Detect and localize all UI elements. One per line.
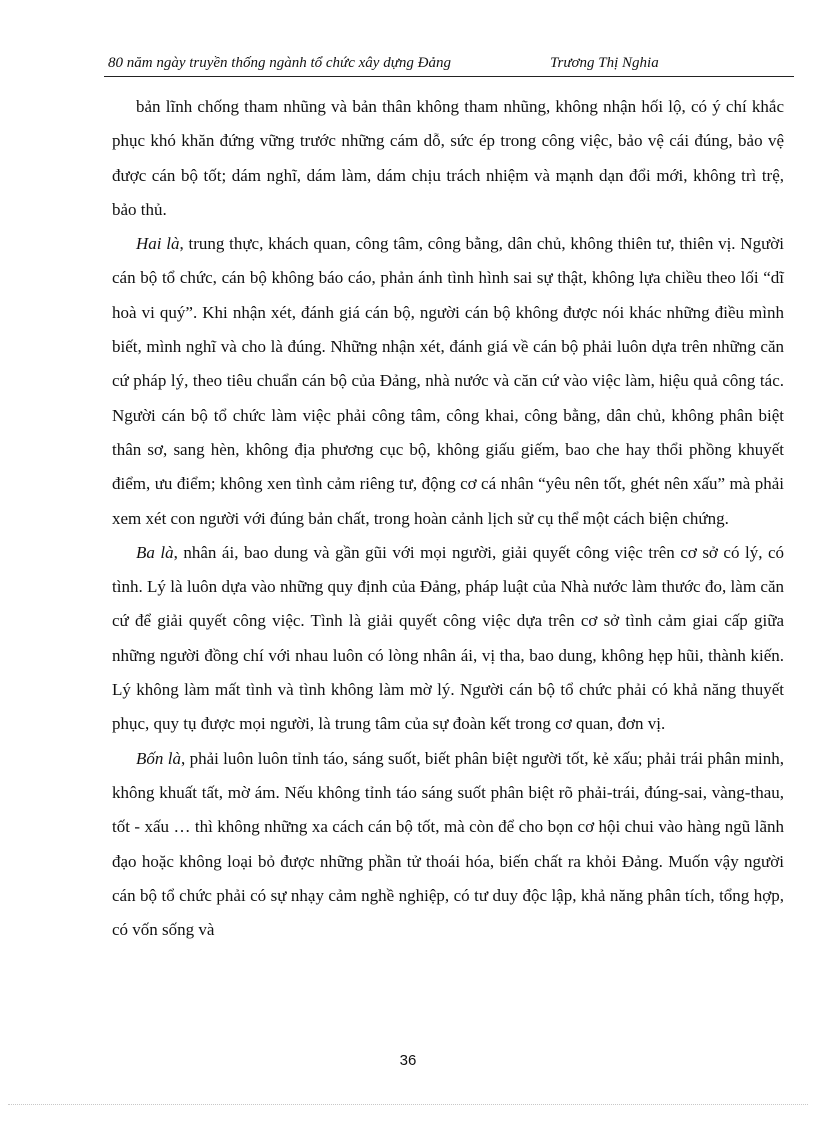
paragraph-lead: Ba là: [136, 542, 174, 562]
paragraph-lead: Bốn là: [136, 748, 181, 768]
page-number: 36: [399, 1052, 417, 1069]
paragraph-lead: Hai là: [136, 234, 180, 254]
paragraph: [112, 227, 784, 536]
paragraph-text: , trung thực, khách quan, công tâm, công bằng, dân chủ, không thiên tư, thiên vị. Người cán bộ tổ chức, cán bộ không báo cáo, phản ánh tình hình sai sự thật, không lựa chiều theo lối “dĩ hoà vi quý”. Khi nhận xét, đánh giá cán bộ, người cán bộ không được nói khác những điều mình biết, mình nghĩ và cho là đúng. Những nhận xét, đánh giá về cán bộ phải luôn dựa trên những căn cứ pháp lý, theo tiêu chuẩn cán bộ của Đảng, nhà nước và căn cứ vào việc làm, hiệu quả công tác. Người cán bộ tổ chức làm việc phải công tâm, công khai, công bằng, dân chủ, không phân biệt thân sơ, sang hèn, không địa phương cục bộ, không giấu giếm, bao che hay thổi phồng khuyết điểm, ưu điểm; không xen tình cảm riêng tư, động cơ cá nhân “yêu nên tốt, ghét nên xấu” mà phải xem xét con người với đúng bản chất, trong hoàn cảnh lịch sử cụ thể một cách biện chứng.: [112, 234, 784, 528]
body-text: [112, 90, 784, 947]
paragraph: [112, 90, 784, 227]
running-header: [104, 52, 794, 77]
header-title: 80 năm ngày truyền thống ngành tổ chức xây dựng Đảng: [108, 55, 451, 71]
paragraph: [112, 742, 784, 948]
paragraph-text: , nhân ái, bao dung và gần gũi với mọi người, giải quyết công việc trên cơ sở có lý, có tình. Lý là luôn dựa vào những quy định của Đảng, pháp luật của Nhà nước làm thước đo, làm căn cứ để giải quyết công việc. Tình là giải quyết công việc dựa trên cơ sở tình cảm giai cấp giữa những người đồng chí với nhau luôn có lòng nhân ái, vị tha, bao dung, không hẹp hũi, thành kiến. Lý không làm mất tình và tình không làm mờ lý. Người cán bộ tổ chức phải có khả năng thuyết phục, quy tụ được mọi người, là trung tâm của sự đoàn kết trong cơ quan, đơn vị.: [112, 542, 785, 734]
paragraph-text: bản lĩnh chống tham nhũng và bản thân không tham nhũng, không nhận hối lộ, có ý chí khắc phục khó khăn đứng vững trước những cám dỗ, sức ép trong công việc, bảo vệ cái đúng, bảo vệ được cán bộ tốt; dám nghĩ, dám làm, dám chịu trách nhiệm và mạnh dạn đổi mới, không trì trệ, bảo thủ.: [112, 97, 784, 219]
header-author: Trương Thị Nghia: [550, 55, 659, 71]
paragraph: [112, 536, 784, 742]
paragraph-text: , phải luôn luôn tỉnh táo, sáng suốt, biết phân biệt người tốt, kẻ xấu; phải trái phân minh, không khuất tất, mờ ám. Nếu không tỉnh táo sáng suốt phân biệt rõ phải-trái, đúng-sai, vàng-thau, tốt - xấu … thì không những xa cách cán bộ tốt, mà còn để cho bọn cơ hội chui vào hàng ngũ lãnh đạo hoặc không loại bỏ được những phần tử thoái hóa, biến chất ra khỏi Đảng. Muốn vậy người cán bộ tổ chức phải có sự nhạy cảm nghề nghiệp, có tư duy độc lập, khả năng phân tích, tổng hợp, có vốn sống và: [112, 748, 785, 940]
footer-divider: [8, 1104, 808, 1105]
